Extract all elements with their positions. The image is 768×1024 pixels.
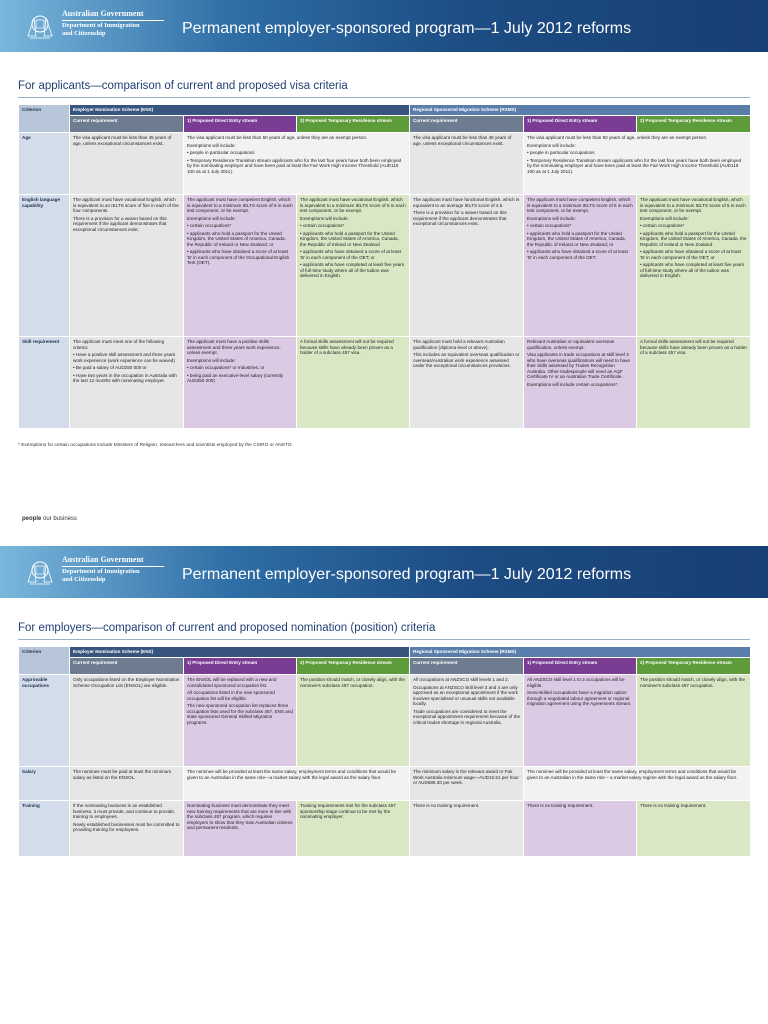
cell-bullet: • Temporary Residence Transition stream applicants who for the last four years have both been employed by the nominating employer and have been paid at least the Fair Work High Income Threshold (AUD118 100 as at 1 July 2011). [187, 157, 402, 174]
cell-text: The ENSOL will be replaced with a new and consolidated sponsored occupation list. [187, 677, 277, 688]
applicant-criteria-table [18, 104, 751, 429]
table-row [19, 675, 751, 767]
table-cell [410, 337, 524, 429]
cell-text: This includes an equivalent overseas qualification or overseas/Australian work experience assessed under the exceptional circumstances provisions. [413, 352, 520, 368]
table-cell [184, 195, 297, 337]
table-cell [70, 195, 184, 337]
cell-text: The applicant must hold a relevant Australian qualification (diploma level or above). [413, 339, 505, 350]
table-cell [637, 195, 751, 337]
cell-text: The nominee will be provided at least the same salary, employment terms and conditions that would be given to an Australian in the same role – a market salary regime with the legal award as the salary floor. [524, 767, 751, 801]
heading-divider [18, 97, 750, 98]
row-label-skill: Skill requirement [19, 337, 70, 429]
table-cell [70, 801, 184, 857]
government-logo [24, 8, 174, 44]
cell-text: A formal skills assessment will not be required because skills have already been proven as a holder of a subclass 457 visa. [297, 337, 410, 429]
dept-name-line1: Department of Immigration [62, 568, 140, 575]
ens-trt-col-header: 2) Proposed Temporary Residence stream [297, 658, 410, 675]
table-cell [184, 133, 410, 195]
cell-bullet: • Be paid a salary of AUD250 000 or [73, 365, 147, 370]
cell-text: The applicant must have vocational English, which is equivalent to an IELTS score of five in each of the four components. [73, 197, 179, 213]
table-row [19, 337, 751, 429]
coat-of-arms-icon [24, 10, 56, 42]
cell-text: The applicant must have competent English, which is equivalent to a minimum IELTS score of 6 in each test component, or be exempt. [187, 197, 293, 213]
cell-text: Exemptions will include: [300, 215, 349, 221]
cell-text: The nominee will be provided at least the same salary, employment terms and conditions that would be given to an Australian in the same role—a market salary with the legal award as the salary floor. [184, 767, 410, 801]
table-row [19, 133, 751, 195]
table-row [19, 767, 751, 801]
rsms-header: Regional Sponsored Migration Scheme (RSMS) [410, 647, 751, 658]
rsms-trt-col-header: 2) Proposed Temporary Residence stream [637, 658, 751, 675]
cell-bullet: • applicants who have obtained a score of at least ‘B’ in each component of the OET; or [300, 249, 401, 260]
cell-text: Exemptions will include: [187, 215, 236, 221]
cell-text: The applicant must have competent English, which is equivalent to a minimum IELTS score of 6 in each test component, or be exempt. [527, 197, 633, 213]
cell-text: Only occupations listed on the Employer Nomination Scheme Occupation List (ENSOL) are eligible. [70, 675, 184, 767]
cell-text: Relevant Australian or equivalent overseas qualification, unless exempt. [527, 339, 615, 350]
cell-bullet: • certain occupations* [527, 223, 572, 228]
government-logo [24, 554, 174, 590]
cell-bullet: • applicants who hold a passport for the United Kingdom, the United States of America, Canada, the Republic of Ireland or New Zealand [300, 230, 399, 247]
cell-text: If the nominating business is an established business, it must provide, and continue to provide, training to employees. [73, 803, 176, 819]
gov-title: Australian Government [62, 9, 144, 18]
footer-tagline [22, 516, 77, 522]
cell-text: The position should match, or closely align, with the nominee’s subclass 457 occupation. [637, 675, 751, 767]
header-banner [0, 0, 768, 52]
cell-bullet: • Have a positive skill assessment and three years work experience (work experience can be waived) [73, 352, 176, 363]
cell-text: Semi-skilled occupations have a migration option through a negotiated labour agreement or regional migration agreement using the Agreements stream. [527, 690, 632, 706]
banner-title: Permanent employer-sponsored program—1 July 2012 reforms [182, 20, 632, 37]
row-label-training: Training [19, 801, 70, 857]
cell-bullet: • Have two years in the occupation in Australia with the last 12 months with nominating employer. [73, 372, 177, 383]
rsms-direct-entry-col-header: 1) Proposed Direct Entry stream [524, 658, 637, 675]
table-cell [524, 133, 751, 195]
gov-divider [62, 20, 164, 21]
ens-header: Employer Nomination Scheme (ENS) [70, 647, 410, 658]
cell-text: Occupations at ANZSCO skill level 3 and 4 are only approved as an exceptional appointment if the work involves specialised or unusual skills not available locally. [413, 684, 518, 706]
dept-name-line2: and Citizenship [62, 30, 106, 37]
header-banner [0, 546, 768, 598]
table-cell [184, 675, 297, 767]
banner-title: Permanent employer-sponsored program—1 July 2012 reforms [182, 566, 632, 583]
ens-trt-col-header: 2) Proposed Temporary Residence stream [297, 116, 410, 133]
cell-text: Exemptions will include: [187, 142, 236, 148]
cell-bullet: • certain occupations* [187, 223, 232, 228]
ens-current-col-header: Current requirement [70, 658, 184, 675]
table-row [19, 195, 751, 337]
table-cell [524, 675, 637, 767]
cell-text: All ANZSCO skill level 1 to 3 occupations will be eligible. [527, 677, 625, 688]
cell-text: The visa applicant must be less than 45 years of age, unless exceptional circumstances exist. [410, 133, 524, 195]
cell-text: All occupations at ANZSCO skill levels 1 and 2. [413, 677, 510, 682]
heading-divider [18, 639, 750, 640]
cell-text: Visa applicants in trade occupations at skill level 3 who have overseas qualifications will need to have their skills assessed by Trades Recognition Australia. Other tradespeople will need an AQF Certificate IV or an Australian Trade Certificate. [527, 352, 630, 379]
cell-text: A formal skills assessment will not be required because skills have already been proven as a holder of a subclass 457 visa. [637, 337, 751, 429]
cell-text: There is a provision for a waiver based on this requirement if the applicant demonstrates that exceptional circumstances exist. [413, 210, 507, 226]
gov-title: Australian Government [62, 555, 144, 564]
cell-text: Exemptions will include certain occupations*. [527, 381, 619, 387]
ens-direct-entry-col-header: 1) Proposed Direct Entry stream [184, 116, 297, 133]
ens-header: Employer Nomination Scheme (ENS) [70, 105, 410, 116]
cell-text: Exemptions will include: [640, 215, 689, 221]
cell-text: The visa applicant must be less than 50 years of age, unless they are an exempt person. [527, 135, 708, 140]
cell-bullet: • certain occupations* [300, 223, 345, 228]
cell-bullet: • applicants who have obtained a score of at least ‘B’ in each component of the Occupational English Test (OET). [187, 249, 290, 265]
cell-text: Exemptions will include: [527, 142, 576, 148]
dept-name-line2: and Citizenship [62, 576, 106, 583]
cell-text: There is no training requirement. [410, 801, 524, 857]
criterion-header: Criterion [19, 105, 70, 133]
cell-text: The applicant must have a positive skills assessment and three years work experience, unless exempt. [187, 339, 281, 355]
cell-bullet: • applicants who have completed at least five years of full-time study where all of the tuition was delivered in English. [300, 262, 405, 278]
rsms-direct-entry-col-header: 1) Proposed Direct Entry stream [524, 116, 637, 133]
table-cell [524, 337, 637, 429]
cell-text: Nominating business must demonstrate they meet new training requirements that are more in line with the subclass 457 program, which requires employers to show that they train Australian citizens and permanent residents. [184, 801, 297, 857]
cell-bullet: • applicants who hold a passport for the United Kingdom, the United States of America, Canada, the Republic of Ireland or New Zealand; or [527, 230, 626, 247]
gov-divider [62, 566, 164, 567]
tagline-people: people [22, 516, 42, 522]
coat-of-arms-icon [24, 556, 56, 588]
cell-text: The applicant must have vocational English, which is equivalent to a minimum IELTS score of 5 in each test component, or be exempt. [640, 197, 746, 213]
cell-text: The applicant must have functional English, which is equivalent to an average IELTS score of 4.5. [413, 197, 520, 208]
cell-bullet: • Temporary Residence Transition stream applicants who for the last four years have both been employed by the nominating employer and have been paid at least the Fair Work High Income Threshold (AUD118 100 as at 1 July 2011). [527, 157, 742, 174]
cell-text: The applicant must meet one of the following criteria: [73, 339, 165, 350]
rsms-trt-col-header: 2) Proposed Temporary Residence stream [637, 116, 751, 133]
page-employers [0, 532, 768, 1024]
table-cell [70, 337, 184, 429]
cell-text: The applicant must have vocational English, which is equivalent to a minimum IELTS score of 5 in each test component, or be exempt. [300, 197, 406, 213]
footnote: * Exemptions for certain occupations include Ministers of Religion, researchers and scientists employed by the CSIRO or ANSTO. [18, 443, 293, 448]
cell-text: Trade occupations are considered to meet the exceptional appointment requirement because of the critical trades shortage in regional Australia. [413, 708, 521, 725]
page-heading: For employers—comparison of current and proposed nomination (position) criteria [18, 622, 436, 634]
rsms-header: Regional Sponsored Migration Scheme (RSMS) [410, 105, 751, 116]
cell-text: There is no training requirement. [637, 801, 751, 857]
rsms-current-col-header: Current requirement [410, 658, 524, 675]
cell-bullet: • being paid an executive-level salary (currently AUD250 000) [187, 372, 284, 383]
cell-bullet: • applicants who hold a passport for the United Kingdom, the United States of America, Canada, the Republic of Ireland or New Zealand [640, 230, 747, 247]
cell-text: Training requirements met for the subclass 457 sponsorship stage continue to be met by the nominating employer. [297, 801, 410, 857]
cell-bullet: • applicants who have completed at least five years of full-time study where all of the tuition was delivered in English. [640, 262, 745, 278]
cell-text: Newly established businesses must be committed to providing training for employees. [73, 821, 180, 832]
cell-bullet: • people in particular occupations [187, 150, 255, 155]
cell-bullet: • applicants who hold a passport for the United Kingdom, the United States of America, Canada, the Republic of Ireland or New Zealand; or [187, 230, 286, 247]
cell-text: There is a provision for a waiver based on this requirement if the applicant demonstrates that exceptional circumstances exist. [73, 215, 167, 232]
cell-text: There is no training requirement. [524, 801, 637, 857]
ens-current-col-header: Current requirement [70, 116, 184, 133]
cell-text: The nominee must be paid at least the minimum salary as listed on the ENSOL. [70, 767, 184, 801]
rsms-current-col-header: Current requirement [410, 116, 524, 133]
criterion-header: Criterion [19, 647, 70, 675]
cell-text: Exemptions will include: [527, 215, 576, 221]
cell-text: The visa applicant must be less than 45 years of age, unless exceptional circumstances exist. [70, 133, 184, 195]
cell-bullet: • certain occupations* [640, 223, 685, 228]
cell-bullet: • applicants who have obtained a score of at least ‘B’ in each component of the OET; or [640, 249, 741, 260]
cell-text: The new sponsored occupation list replaces three occupation lists used for the subclass 457, ENS and state sponsored General Skilled Migration programs. [187, 703, 293, 725]
table-cell [297, 195, 410, 337]
row-label-occupations: Approvable occupations [19, 675, 70, 767]
cell-text: All occupations listed in the new sponsored occupation list will be eligible. [187, 690, 275, 701]
row-label-english: English language capability [19, 195, 70, 337]
ens-direct-entry-col-header: 1) Proposed Direct Entry stream [184, 658, 297, 675]
cell-text: The minimum salary is the relevant award or Fair Work Australia minimum wage—AUD15.51 per hour or AUD589.30 per week. [410, 767, 524, 801]
table-row [19, 801, 751, 857]
tagline-rest: our business [43, 516, 78, 522]
cell-bullet: • applicants who have obtained a score of at least ‘B’ in each component of the OET. [527, 249, 628, 260]
table-cell [410, 195, 524, 337]
table-cell [410, 675, 524, 767]
cell-text: Exemptions will include: [187, 357, 236, 363]
cell-text: The position should match, or closely align, with the nominee’s subclass 457 occupation. [297, 675, 410, 767]
cell-bullet: • people in particular occupations [527, 150, 595, 155]
table-cell [524, 195, 637, 337]
cell-bullet: • certain occupations* or Industries; or [187, 365, 265, 370]
table-cell [184, 337, 297, 429]
page-heading: For applicants—comparison of current and proposed visa criteria [18, 80, 348, 92]
cell-text: The visa applicant must be less than 50 years of age, unless they are an exempt person. [187, 135, 368, 140]
row-label-age: Age [19, 133, 70, 195]
dept-name-line1: Department of Immigration [62, 22, 140, 29]
row-label-salary: Salary [19, 767, 70, 801]
employer-criteria-table [18, 646, 751, 857]
